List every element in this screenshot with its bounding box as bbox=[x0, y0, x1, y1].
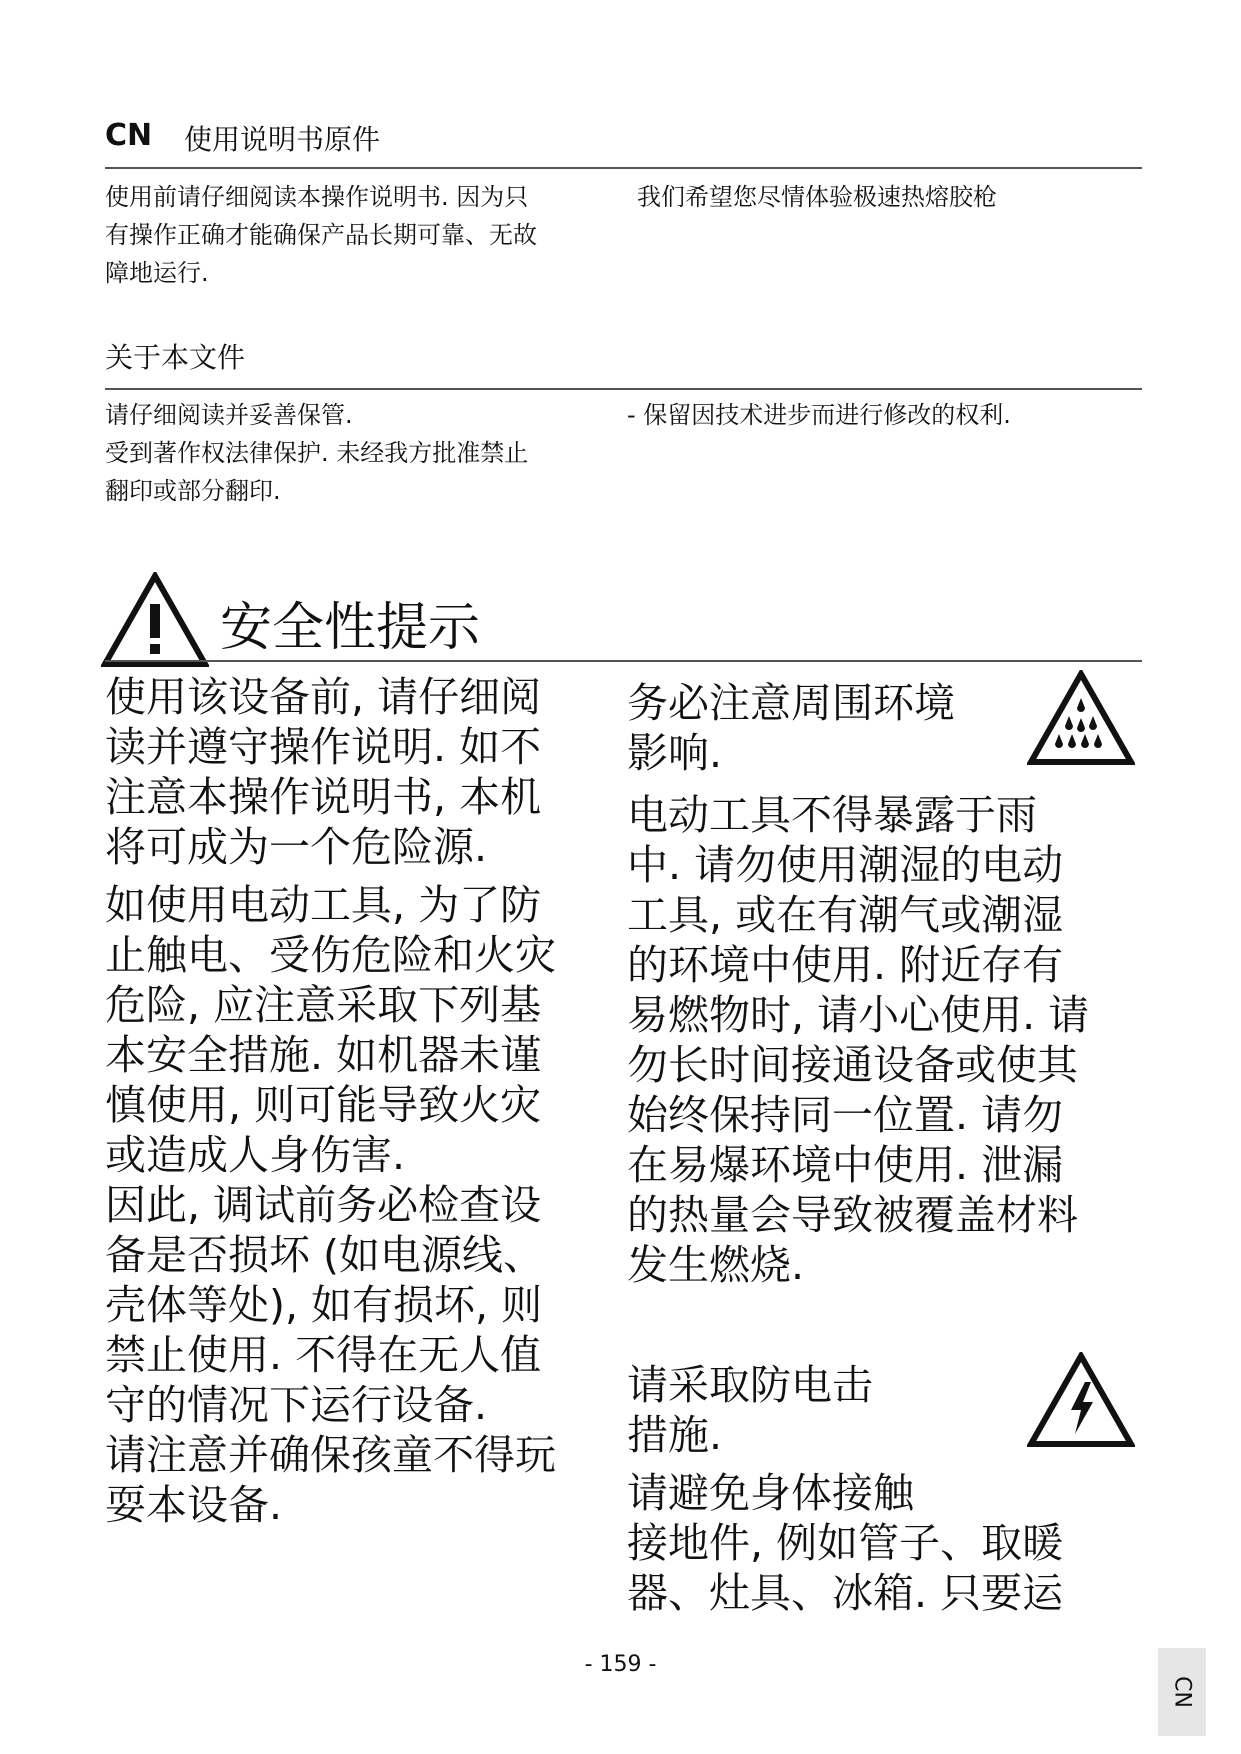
intro-left-text bbox=[105, 178, 625, 292]
safety-left-column bbox=[105, 672, 625, 1530]
rain-hazard-icon bbox=[1027, 670, 1135, 766]
shock-body: 请避免身体接触 接地件, 例如管子、取暖 器、灶具、冰箱. 只要运 bbox=[627, 1469, 1064, 1617]
about-right-line: - 保留因技术进步而进行修改的权利. bbox=[627, 401, 1011, 429]
page-number: - 159 - bbox=[584, 1652, 657, 1677]
safety-heading: 安全性提示 bbox=[220, 598, 481, 658]
intro-left-line: 使用前请仔细阅读本操作说明书. 因为只 bbox=[105, 183, 529, 211]
intro-right-text bbox=[637, 178, 1142, 216]
safety-paragraph: 如使用电动工具, 为了防 止触电、受伤危险和火灾 危险, 应注意采取下列基 本安全措施. 如机器未谨 慎使用, 则可能导致火灾 或造成人身伤害. bbox=[105, 881, 556, 1179]
about-left-line: 翻印或部分翻印. bbox=[105, 477, 281, 505]
about-divider bbox=[105, 388, 1142, 390]
about-left-line: 受到著作权法律保护. 未经我方批准禁止 bbox=[105, 439, 529, 467]
intro-right-line: 我们希望您尽情体验极速热熔胶枪 bbox=[637, 183, 997, 211]
intro-left-line: 有操作正确才能确保产品长期可靠、无故 bbox=[105, 221, 537, 249]
warning-triangle-icon bbox=[101, 572, 209, 668]
safety-divider bbox=[105, 660, 1142, 662]
about-left-text bbox=[105, 396, 625, 510]
header-divider bbox=[105, 167, 1142, 169]
safety-paragraph: 因此, 调试前务必检查设 备是否损坏 (如电源线、 壳体等处), 如有损坏, 则 禁止使用. 不得在无人值 守的情况下运行设备. bbox=[105, 1181, 545, 1429]
environment-body: 电动工具不得暴露于雨 中. 请勿使用潮湿的电动 工具, 或在有潮气或潮湿 的环境中使用. 附近存有 易燃物时, 请小心使用. 请 勿长时间接通设备或使其 始终保持同一位置. 请勿 在易爆环境中使用. 泄漏 的热量会导致被覆盖材料 发生燃烧. bbox=[627, 791, 1090, 1289]
side-tab-label: CN bbox=[1169, 1676, 1195, 1708]
about-right-text bbox=[627, 396, 1142, 434]
environment-heading: 务必注意周围环境 影响. bbox=[627, 679, 955, 777]
document-title: 使用说明书原件 bbox=[184, 123, 381, 156]
about-heading: 关于本文件 bbox=[105, 341, 246, 374]
intro-left-line: 障地运行. bbox=[105, 259, 209, 287]
about-left-line: 请仔细阅读并妥善保管. bbox=[105, 401, 353, 429]
electric-shock-icon bbox=[1027, 1352, 1135, 1448]
side-language-tab bbox=[1158, 1648, 1206, 1736]
language-code: CN bbox=[105, 118, 153, 153]
shock-heading: 请采取防电击 措施. bbox=[627, 1361, 873, 1459]
safety-paragraph: 使用该设备前, 请仔细阅 读并遵守操作说明. 如不 注意本操作说明书, 本机 将可成为一个危险源. bbox=[105, 673, 542, 871]
safety-paragraph: 请注意并确保孩童不得玩 耍本设备. bbox=[105, 1431, 556, 1529]
